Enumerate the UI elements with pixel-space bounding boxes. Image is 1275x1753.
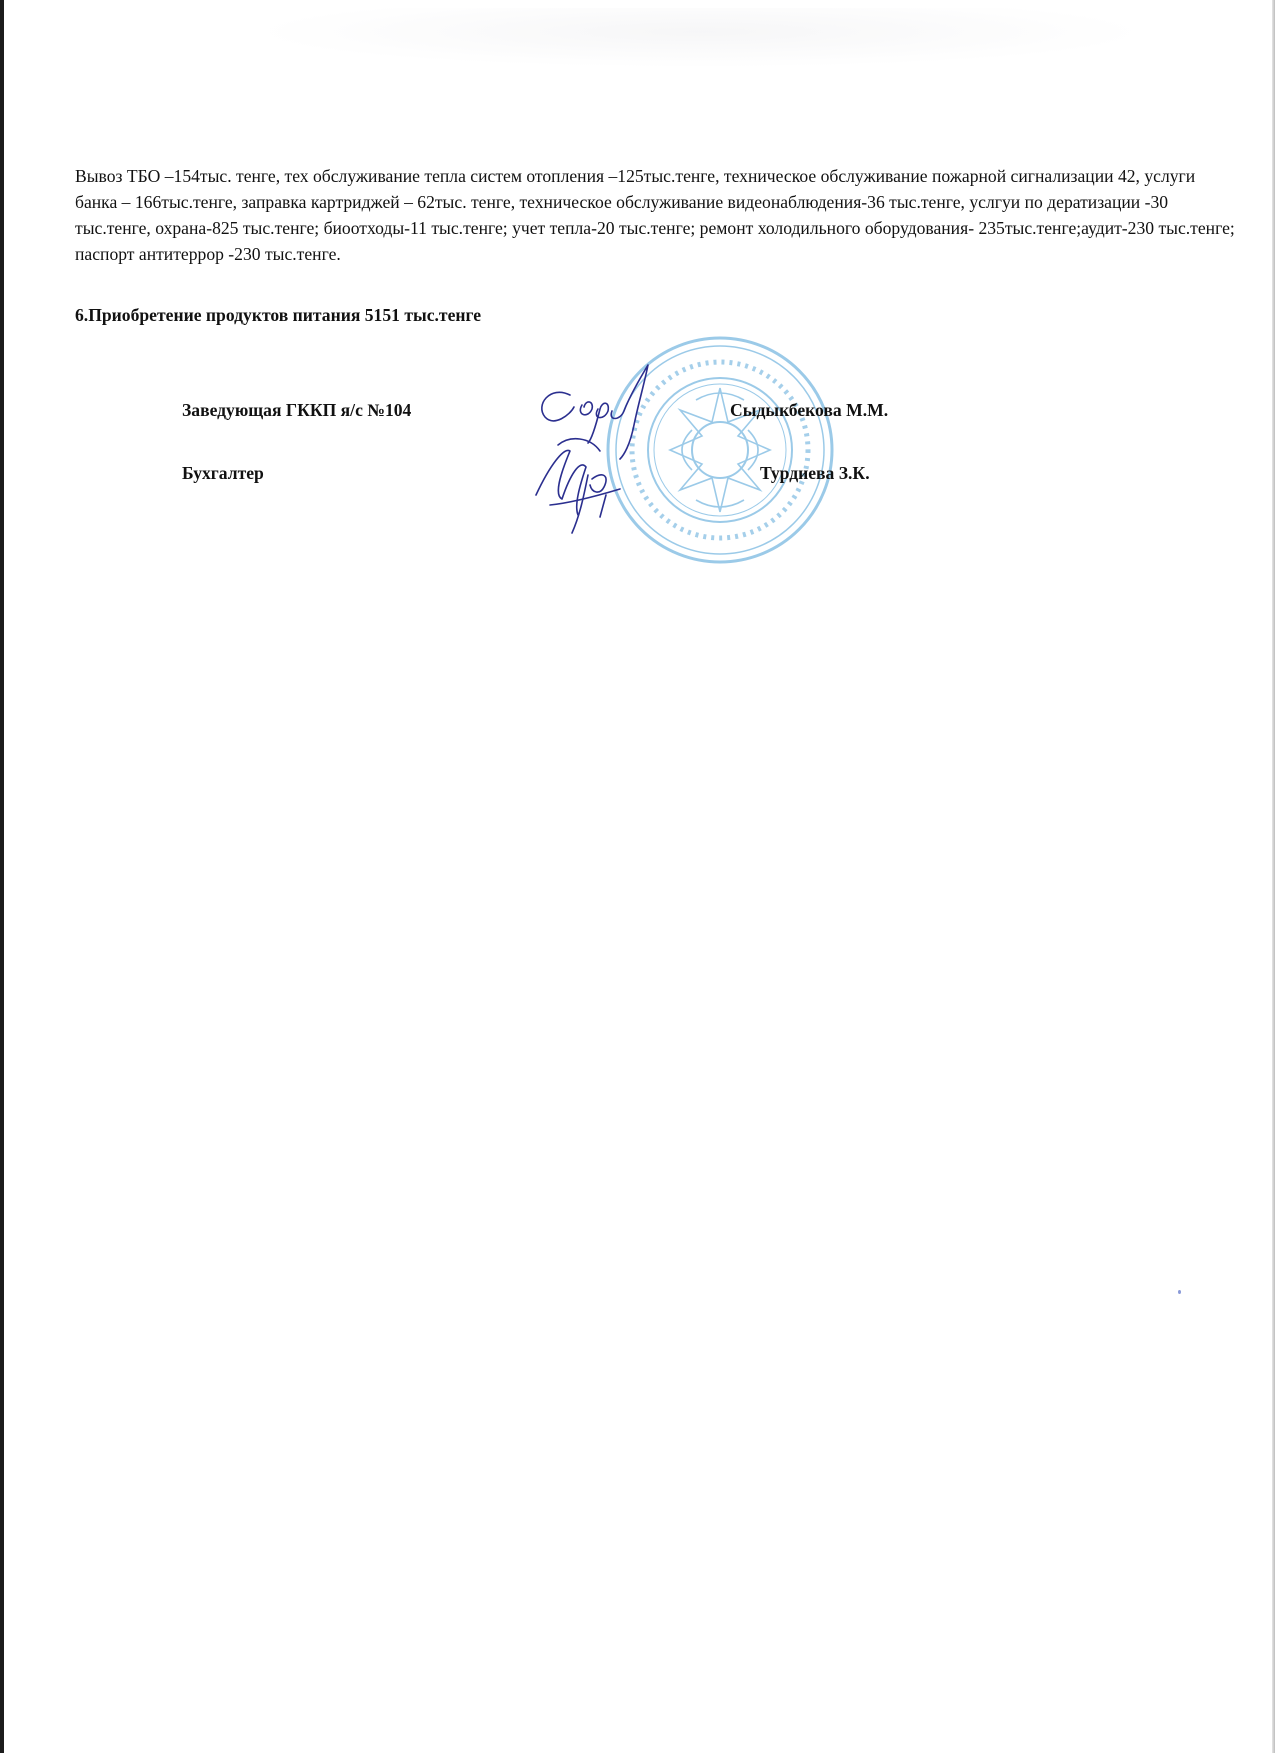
- section-heading: 6.Приобретение продуктов питания 5151 тыс.тенге: [75, 305, 482, 325]
- scan-speck: [1178, 1290, 1181, 1294]
- expense-paragraph: Вывоз ТБО –154тыс. тенге, тех обслуживание тепла систем отопления –125тыс.тенге, техническое обслуживание пожарной сигнализации 42, услуги банка – 166тыс.тенге, заправка картриджей – 62тыс. тенге, техническое обслуживание видеонаблюдения-36 тыс.тенге, услгуи по дератизации -30 тыс.тенге, охрана-825 тыс.тенге; биоотходы-11 тыс.тенге; учет тепла-20 тыс.тенге; ремонт холодильного оборудования- 235тыс.тенге;аудит-230 тыс.тенге; паспорт антитеррор -230 тыс.тенге.: [75, 166, 1235, 264]
- accountant-position-label: Бухгалтер: [182, 463, 264, 483]
- accountant-name: Турдиева З.К.: [760, 463, 870, 483]
- head-name: Сыдыкбекова М.М.: [730, 400, 889, 420]
- handwritten-signatures-icon: [530, 355, 750, 555]
- scan-edge-left: [0, 0, 4, 1753]
- head-position-label: Заведующая ГККП я/с №104: [182, 400, 412, 420]
- scan-smudge: [250, 8, 1150, 68]
